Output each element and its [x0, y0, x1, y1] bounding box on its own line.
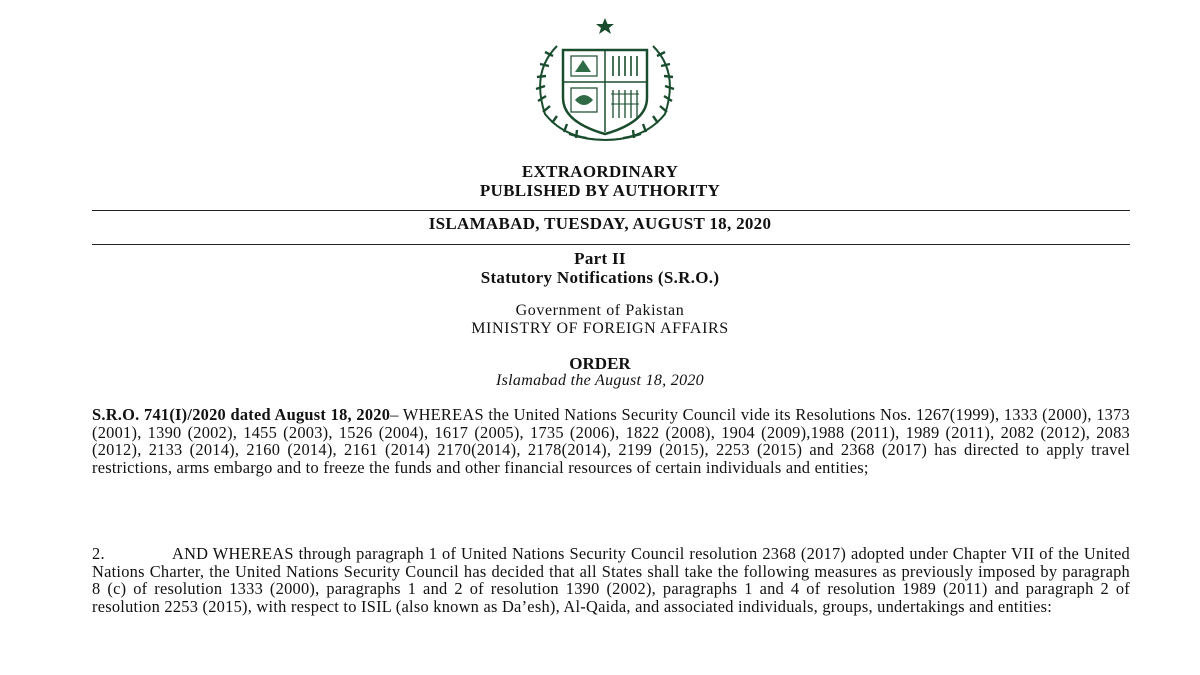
state-emblem-icon [505, 10, 705, 145]
paragraph-2-number: 2. [92, 544, 105, 563]
issuer-ministry: MINISTRY OF FOREIGN AFFAIRS [471, 320, 729, 337]
gazette-authority-heading: PUBLISHED BY AUTHORITY [479, 181, 721, 200]
sro-reference: S.R.O. 741(I)/2020 dated August 18, 2020 [92, 405, 391, 424]
paragraph-2 [92, 545, 1130, 615]
paragraph-1-text: – WHEREAS the United Nations Security Council vide its Resolutions Nos. 1267(1999), 1333 (2000), 1373 (2001), 1390 (2002), 1455 (2003), 1526 (2004), 1617 (2005), 1735 (2006), 1822 (2008), 1904 (2009),1988 (2011), 1989 (2011), 2082 (2012), 2083 (2012), 2133 (2014), 2160 (2014), 2161 (2014) 2170(2014), 2178(2014), 2199 (2015), 2253 (2015) and 2368 (2017) has directed to apply travel restrictions, arms embargo and to freeze the funds and other financial resources of certain individuals and entities; [92, 405, 1131, 477]
gazette-section: Statutory Notifications (S.R.O.) [480, 268, 720, 287]
gazette-part: Part II [574, 249, 626, 268]
gazette-extraordinary-heading: EXTRAORDINARY [521, 162, 679, 181]
issuer-government: Government of Pakistan [515, 302, 685, 319]
order-title: ORDER [569, 354, 631, 373]
divider-bottom [92, 244, 1130, 245]
gazette-dateline: ISLAMABAD, TUESDAY, AUGUST 18, 2020 [428, 214, 772, 233]
paragraph-2-text: AND WHEREAS through paragraph 1 of United Nations Security Council resolution 2368 (2017) adopted under Chapter VII of the United Nations Charter, the United Nations Security Council has decided that all States shall take the following measures as previously imposed by paragraph 8 (c) of resolution 1333 (2000), paragraphs 1 and 2 of resolution 1390 (2002), paragraphs 1 and 4 of resolution 1989 (2011) and paragraph 2 of resolution 2253 (2015), with respect to ISIL (also known as Da’esh), Al-Qaida, and associated individuals, groups, undertakings and entities: [92, 544, 1130, 616]
paragraph-1 [92, 406, 1130, 476]
divider-top [92, 210, 1130, 211]
order-place-date: Islamabad the August 18, 2020 [496, 372, 704, 389]
